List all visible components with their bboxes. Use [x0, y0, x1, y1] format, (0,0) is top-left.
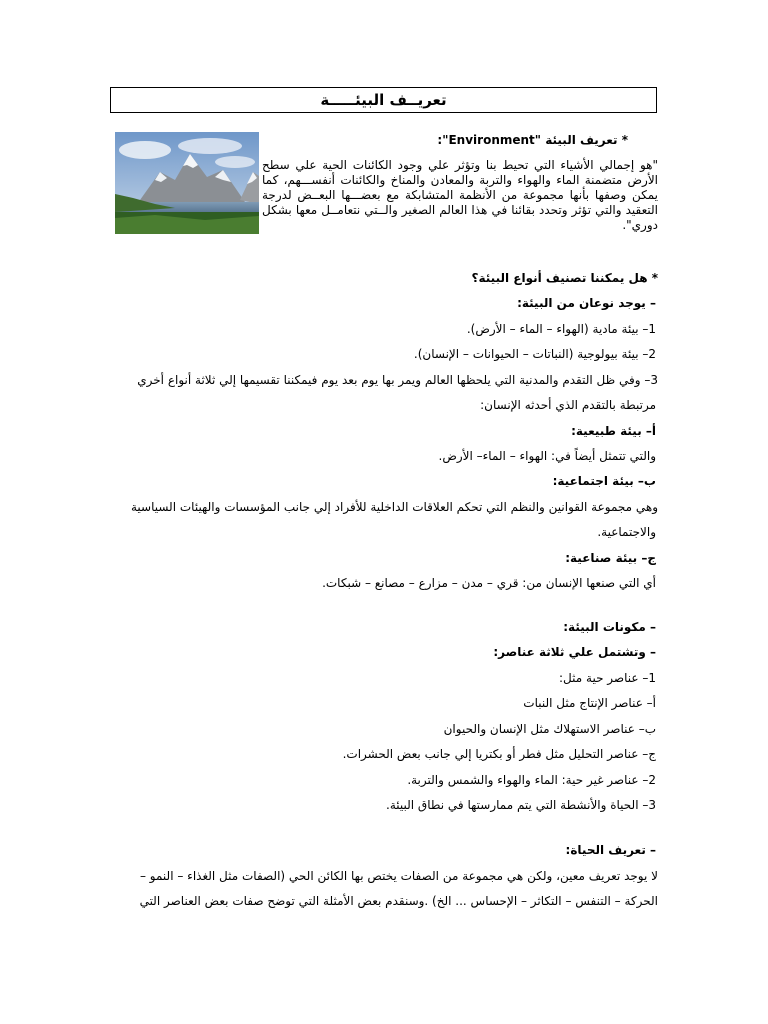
producer-elements: أ– عناصر الإنتاج مثل النبات: [523, 696, 656, 710]
consumer-elements: ب– عناصر الاستهلاك مثل الإنسان والحيوان: [443, 722, 656, 736]
environment-type-2: 2– بيئة بيولوجية (النباتات – الحيوانات – الإنسان).: [413, 347, 656, 361]
document-title: تعريــف البيئـــــة: [110, 87, 657, 113]
life-activities: 3– الحياة والأنشطة التي يتم ممارستها في نطاق البيئة.: [386, 798, 656, 812]
life-definition-line1: لا يوجد تعريف معين، ولكن هي مجموعة من الصفات يختص بها الكائن الحي (الصفات مثل الغذاء – النمو –: [139, 869, 658, 883]
components-lead: – وتشتمل علي ثلاثة عناصر:: [493, 645, 656, 659]
social-environment-heading: ب– بيئة اجتماعية:: [552, 474, 656, 488]
environment-definition-paragraph: "هو إجمالي الأشياء التي تحيط بنا وتؤثر علي وجود الكائنات الحية علي سطح الأرض متضمنة الماء والهواء والتربة والمعادن والمناخ والكائنات أنفســـهم، كما يمكن وصفها بأنها مجموعة من الأنظمة المتشابكة مع بعضـــها البعــض لدرجة التعقيد والتي تؤثر وتحدد بقائنا في هذا العالم الصغير والــتي نتعامــل معها بشكل دوري".: [262, 158, 658, 232]
decomposer-elements: ج– عناصر التحليل مثل فطر أو بكتريا إلي جانب بعض الحشرات.: [342, 747, 656, 761]
classification-question: * هل يمكننا تصنيف أنواع البيئة؟: [471, 271, 658, 285]
environment-type-1: 1– بيئة مادية (الهواء – الماء – الأرض).: [466, 322, 656, 336]
environment-definition-heading: * تعريف البيئة "Environment":: [437, 133, 628, 147]
natural-environment-heading: أ– بيئة طبيعية:: [571, 424, 656, 438]
natural-environment-text: والتي تتمثل أيضاً في: الهواء – الماء– الأرض.: [438, 449, 656, 463]
mountain-landscape-image: [115, 132, 259, 234]
life-definition-line2: الحركة – التنفس – التكاثر – الإحساس ... الخ) .وسنقدم بعض الأمثلة التي توضح صفات بعض العناصر التي: [139, 894, 658, 908]
industrial-environment-heading: ج– بيئة صناعية:: [565, 551, 656, 565]
environment-type-3-line1: 3– وفي ظل التقدم والمدنية التي يلحظها العالم ويمر بها يوم بعد يوم فيمكننا تقسيمها إلي ثلاثة أنواع أخري: [137, 373, 658, 387]
living-elements: 1– عناصر حية مثل:: [559, 671, 656, 685]
social-environment-line1: وهي مجموعة القوانين والنظم التي تحكم العلاقات الداخلية للأفراد إلي جانب المؤسسات والهيئات السياسية: [130, 500, 658, 514]
social-environment-line2: والاجتماعية.: [597, 525, 656, 539]
nonliving-elements: 2– عناصر غير حية: الماء والهواء والشمس والتربة.: [407, 773, 656, 787]
components-heading: – مكونات البيئة:: [563, 620, 656, 634]
classification-lead: – يوجد نوعان من البيئة:: [517, 296, 656, 310]
industrial-environment-text: أي التي صنعها الإنسان من: قري – مدن – مزارع – مصانع – شبكات.: [322, 576, 656, 590]
life-definition-heading: – تعريف الحياة:: [565, 843, 656, 857]
environment-type-3-line2: مرتبطة بالتقدم الذي أحدثه الإنسان:: [480, 398, 656, 412]
